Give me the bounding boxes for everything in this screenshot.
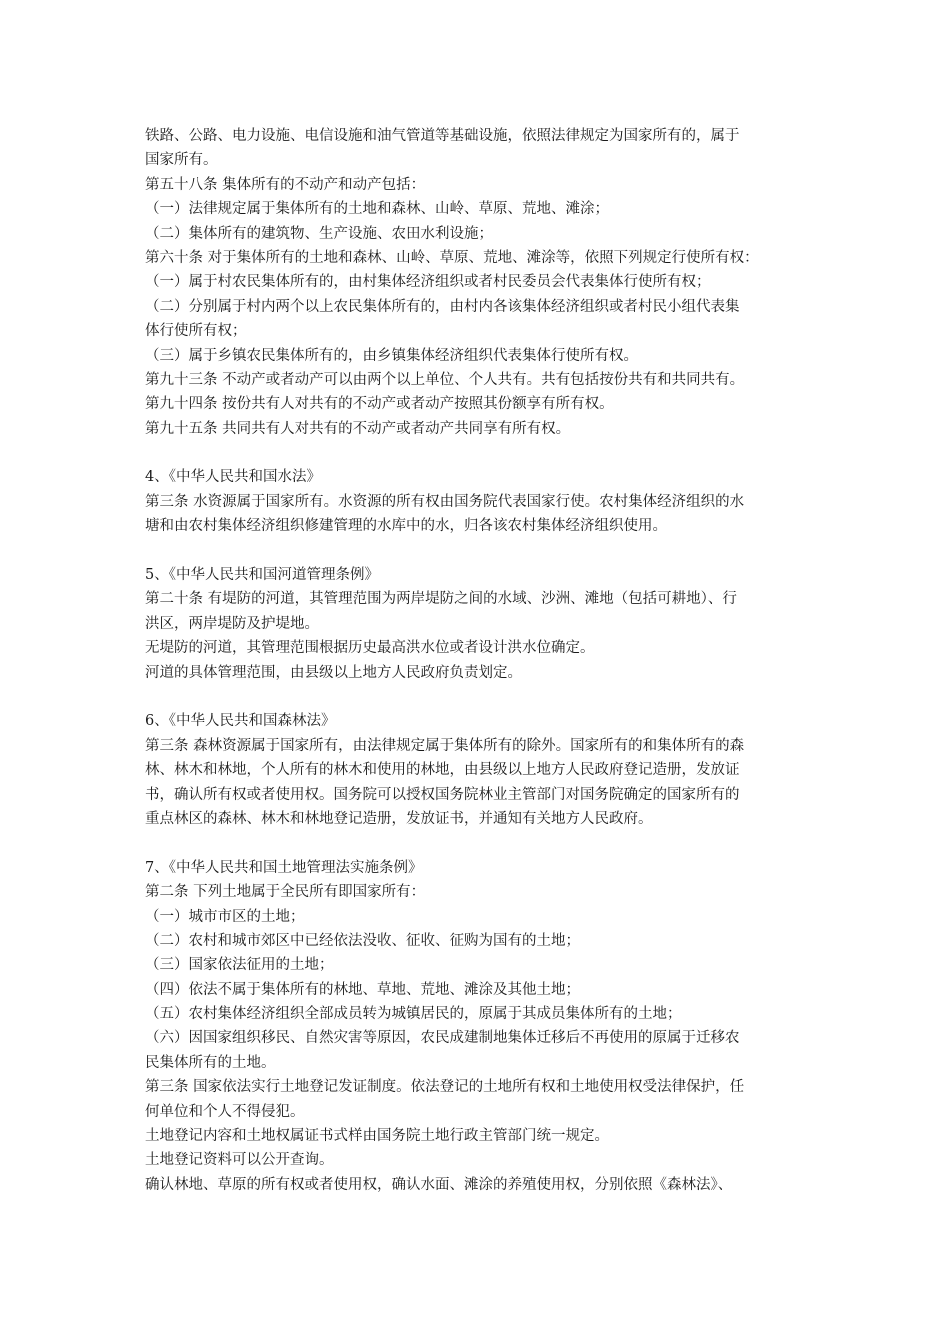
list-item: （一）法律规定属于集体所有的土地和森林、山岭、草原、荒地、滩涂； (145, 201, 609, 218)
list-item: （四）依法不属于集体所有的林地、草地、荒地、滩涂及其他土地； (145, 981, 580, 998)
list-item: （二）分别属于村内两个以上农民集体所有的，由村内各该集体经济组织或者村民小组代表集 (145, 298, 740, 315)
document-body (145, 124, 825, 1197)
text-line: 第三条 水资源属于国家所有。水资源的所有权由国务院代表国家行使。农村集体经济组织的水 (145, 493, 745, 510)
text-line: 塘和由农村集体经济组织修建管理的水库中的水，归各该农村集体经济组织使用。 (145, 518, 667, 535)
text-line: 河道的具体管理范围，由县级以上地方人民政府负责划定。 (145, 664, 522, 681)
text-line: 土地登记内容和土地权属证书式样由国务院土地行政主管部门统一规定。 (145, 1128, 609, 1145)
blank-line (145, 831, 825, 855)
list-item: （三）属于乡镇农民集体所有的，由乡镇集体经济组织代表集体行使所有权。 (145, 347, 638, 364)
list-item: （二）集体所有的建筑物、生产设施、农田水利设施； (145, 225, 493, 242)
article-2-heading: 第二条 下列土地属于全民所有即国家所有： (145, 884, 426, 901)
section-heading-river-regulation: 5、《中华人民共和国河道管理条例》 (145, 567, 379, 584)
text-line: 土地登记资料可以公开查询。 (145, 1152, 334, 1169)
text-line: 第二十条 有堤防的河道，其管理范围为两岸堤防之间的水域、沙洲、滩地（包括可耕地）、行 (145, 591, 737, 608)
list-item: （五）农村集体经济组织全部成员转为城镇居民的，原属于其成员集体所有的土地； (145, 1006, 682, 1023)
text-line: 第三条 森林资源属于国家所有，由法律规定属于集体所有的除外。国家所有的和集体所有的森 (145, 737, 745, 754)
text-line: 书，确认所有权或者使用权。国务院可以授权国务院林业主管部门对国务院确定的国家所有的 (145, 786, 740, 803)
article-60-heading: 第六十条 对于集体所有的土地和森林、山岭、草原、荒地、滩涂等，依照下列规定行使所有权： (145, 249, 759, 266)
text-line: 洪区，两岸堤防及护堤地。 (145, 615, 319, 632)
text-line: 重点林区的森林、林木和林地登记造册，发放证书，并通知有关地方人民政府。 (145, 810, 653, 827)
blank-line (145, 685, 825, 709)
section-heading-forest-law: 6、《中华人民共和国森林法》 (145, 713, 336, 730)
text-line: 无堤防的河道，其管理范围根据历史最高洪水位或者设计洪水位确定。 (145, 640, 595, 657)
list-item: （三）国家依法征用的土地； (145, 957, 334, 974)
list-item: （二）农村和城市郊区中已经依法没收、征收、征购为国有的土地； (145, 932, 580, 949)
text-line: 何单位和个人不得侵犯。 (145, 1103, 305, 1120)
text-line: 民集体所有的土地。 (145, 1054, 276, 1071)
list-item: （一）属于村农民集体所有的，由村集体经济组织或者村民委员会代表集体行使所有权； (145, 274, 711, 291)
article-93: 第九十三条 不动产或者动产可以由两个以上单位、个人共有。共有包括按份共有和共同共有。 (145, 371, 745, 388)
section-heading-water-law: 4、《中华人民共和国水法》 (145, 469, 321, 486)
list-item: （六）因国家组织移民、自然灾害等原因，农民成建制地集体迁移后不再使用的原属于迁移农 (145, 1030, 740, 1047)
article-95: 第九十五条 共同共有人对共有的不动产或者动产共同享有所有权。 (145, 420, 571, 437)
text-line: 铁路、公路、电力设施、电信设施和油气管道等基础设施，依照法律规定为国家所有的，属于 (145, 128, 740, 144)
text-line: 确认林地、草原的所有权或者使用权，确认水面、滩涂的养殖使用权，分别依照《森林法》、 (145, 1176, 733, 1193)
text-line: 林、林木和林地，个人所有的林木和使用的林地，由县级以上地方人民政府登记造册，发放证 (145, 762, 740, 779)
list-item: （一）城市市区的土地； (145, 908, 305, 925)
article-3-heading: 第三条 国家依法实行土地登记发证制度。依法登记的土地所有权和土地使用权受法律保护，任 (145, 1079, 745, 1096)
article-94: 第九十四条 按份共有人对共有的不动产或者动产按照其份额享有所有权。 (145, 396, 614, 413)
article-58-heading: 第五十八条 集体所有的不动产和动产包括： (145, 176, 426, 193)
text-line: 国家所有。 (145, 152, 218, 169)
blank-line (145, 539, 825, 563)
blank-line (145, 441, 825, 465)
text-line: 体行使所有权； (145, 323, 247, 340)
section-heading-land-management-regulation: 7、《中华人民共和国土地管理法实施条例》 (145, 859, 423, 876)
